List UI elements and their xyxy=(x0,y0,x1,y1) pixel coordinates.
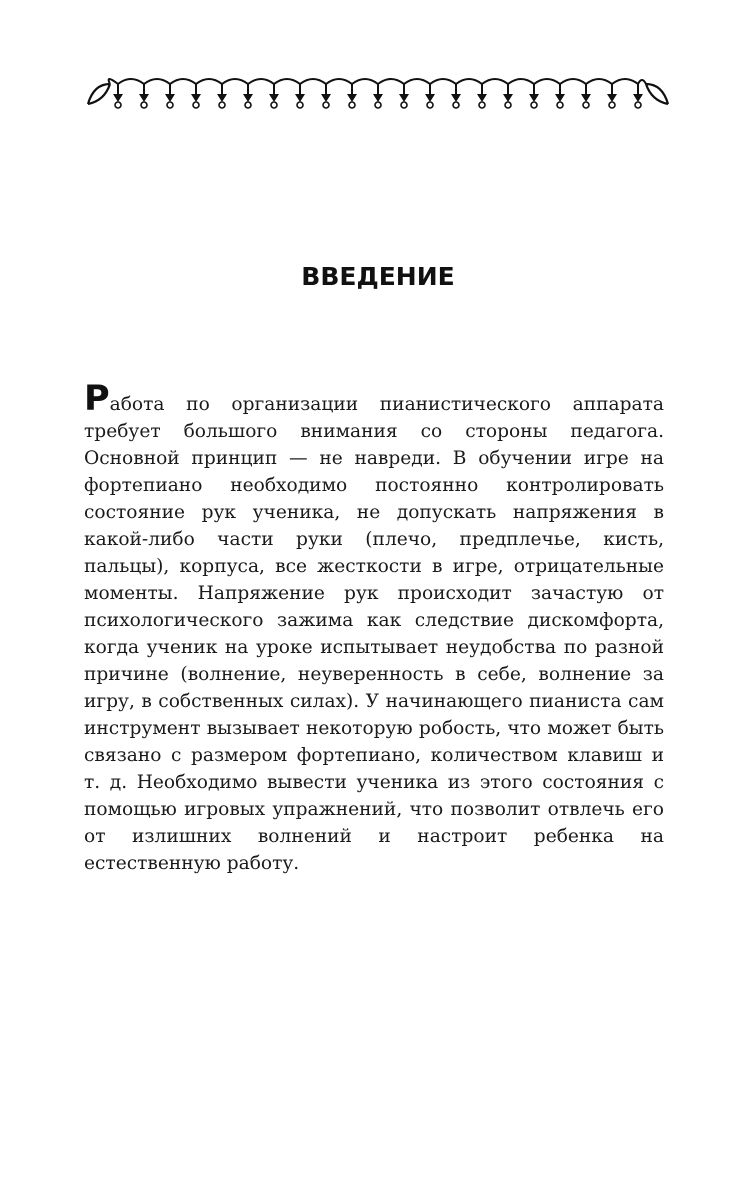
decorative-border xyxy=(84,72,672,116)
chapter-body xyxy=(84,379,664,877)
drop-cap: Р xyxy=(84,379,110,419)
beaded-lace-border-icon xyxy=(84,72,672,116)
body-paragraph: абота по организации пианистического аппарата требует большого внимания со стороны педагога. Основной принцип — не навреди. В обучении игре на фортепиано необходимо постоянно контролировать состояние рук ученика, не допускать напряжения в какой-либо части руки (плечо, предплечье, кисть, пальцы), корпуса, все жесткости в игре, отрицательные моменты. Напряжение рук происходит зачастую от психологического зажима как следствие дискомфорта, когда ученик на уроке испытывает неудобства по разной причине (волнение, неуверенность в себе, волнение за игру, в собственных силах). У начинающего пианиста сам инструмент вызывает некоторую робость, что может быть связано с размером фортепиано, количеством клавиш и т. д. Необходимо вывести ученика из этого состояния с помощью игровых упражнений, что позволит отвлечь его от излишних волнений и настроит ребенка на естественную работу. xyxy=(84,394,664,874)
chapter-title: ВВЕДЕНИЕ xyxy=(301,262,455,291)
